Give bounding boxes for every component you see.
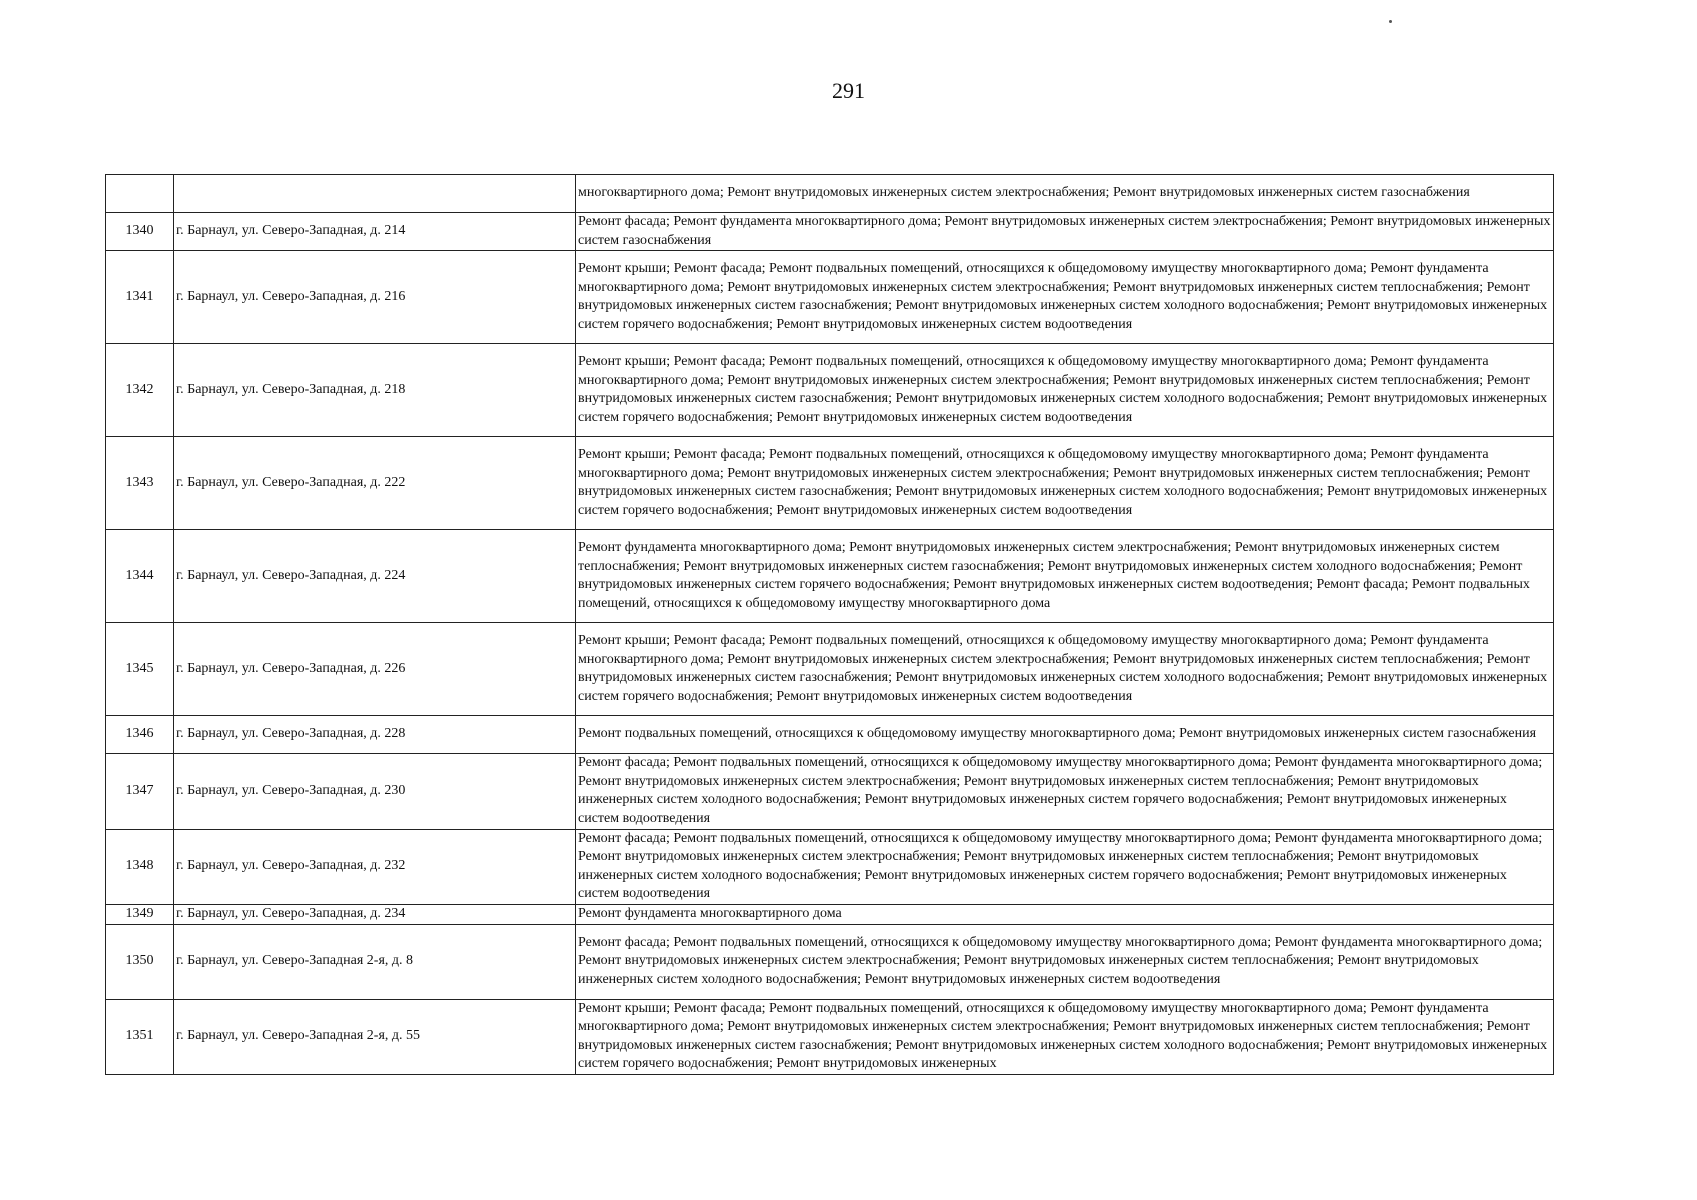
repair-works-table bbox=[105, 174, 1554, 1075]
row-address: г. Барнаул, ул. Северо-Западная 2-я, д. 8 bbox=[174, 924, 576, 999]
row-works: Ремонт фасада; Ремонт подвальных помещений, относящихся к общедомовому имуществу многоквартирного дома; Ремонт фундамента многоквартирного дома; Ремонт внутридомовых инженерных систем электроснабжения; Ремонт внутридомовых инженерных систем теплоснабжения; Ремонт внутридомовых инженерных систем холодного водоснабжения; Ремонт внутридомовых инженерных систем водоотведения bbox=[576, 924, 1554, 999]
table-row bbox=[106, 999, 1554, 1074]
table-row bbox=[106, 251, 1554, 344]
row-number: 1350 bbox=[106, 924, 174, 999]
table-row bbox=[106, 213, 1554, 251]
page-number: 291 bbox=[832, 78, 865, 103]
table-row bbox=[106, 437, 1554, 530]
row-address: г. Барнаул, ул. Северо-Западная, д. 234 bbox=[174, 904, 576, 924]
row-works: Ремонт подвальных помещений, относящихся к общедомовому имуществу многоквартирного дома; Ремонт внутридомовых инженерных систем газоснабжения bbox=[576, 716, 1554, 754]
table-row bbox=[106, 904, 1554, 924]
row-address: г. Барнаул, ул. Северо-Западная, д. 232 bbox=[174, 829, 576, 904]
row-address: г. Барнаул, ул. Северо-Западная, д. 224 bbox=[174, 530, 576, 623]
row-number: 1342 bbox=[106, 344, 174, 437]
row-number: 1345 bbox=[106, 623, 174, 716]
table-row bbox=[106, 344, 1554, 437]
scan-speck bbox=[1389, 20, 1392, 23]
row-address bbox=[174, 175, 576, 213]
row-number: 1346 bbox=[106, 716, 174, 754]
table-row bbox=[106, 175, 1554, 213]
row-address: г. Барнаул, ул. Северо-Западная, д. 230 bbox=[174, 754, 576, 829]
row-works: Ремонт фундамента многоквартирного дома bbox=[576, 904, 1554, 924]
row-works: Ремонт крыши; Ремонт фасада; Ремонт подвальных помещений, относящихся к общедомовому имуществу многоквартирного дома; Ремонт фундамента многоквартирного дома; Ремонт внутридомовых инженерных систем электроснабжения; Ремонт внутридомовых инженерных систем теплоснабжения; Ремонт внутридомовых инженерных систем газоснабжения; Ремонт внутридомовых инженерных систем холодного водоснабжения; Ремонт внутридомовых инженерных систем горячего водоснабжения; Ремонт внутридомовых инженерных систем водоотведения bbox=[576, 623, 1554, 716]
row-address: г. Барнаул, ул. Северо-Западная, д. 218 bbox=[174, 344, 576, 437]
table-row bbox=[106, 623, 1554, 716]
table-row bbox=[106, 924, 1554, 999]
row-address: г. Барнаул, ул. Северо-Западная, д. 222 bbox=[174, 437, 576, 530]
row-works: многоквартирного дома; Ремонт внутридомовых инженерных систем электроснабжения; Ремонт внутридомовых инженерных систем газоснабжения bbox=[576, 175, 1554, 213]
row-address: г. Барнаул, ул. Северо-Западная, д. 226 bbox=[174, 623, 576, 716]
row-works: Ремонт крыши; Ремонт фасада; Ремонт подвальных помещений, относящихся к общедомовому имуществу многоквартирного дома; Ремонт фундамента многоквартирного дома; Ремонт внутридомовых инженерных систем электроснабжения; Ремонт внутридомовых инженерных систем теплоснабжения; Ремонт внутридомовых инженерных систем газоснабжения; Ремонт внутридомовых инженерных систем холодного водоснабжения; Ремонт внутридомовых инженерных систем горячего водоснабжения; Ремонт внутридомовых инженерных bbox=[576, 999, 1554, 1074]
table-row bbox=[106, 754, 1554, 829]
row-address: г. Барнаул, ул. Северо-Западная, д. 216 bbox=[174, 251, 576, 344]
row-works: Ремонт фасада; Ремонт подвальных помещений, относящихся к общедомовому имуществу многоквартирного дома; Ремонт фундамента многоквартирного дома; Ремонт внутридомовых инженерных систем электроснабжения; Ремонт внутридомовых инженерных систем теплоснабжения; Ремонт внутридомовых инженерных систем холодного водоснабжения; Ремонт внутридомовых инженерных систем горячего водоснабжения; Ремонт внутридомовых инженерных систем водоотведения bbox=[576, 754, 1554, 829]
row-number: 1340 bbox=[106, 213, 174, 251]
row-number: 1344 bbox=[106, 530, 174, 623]
table-row bbox=[106, 716, 1554, 754]
row-works: Ремонт фасада; Ремонт подвальных помещений, относящихся к общедомовому имуществу многоквартирного дома; Ремонт фундамента многоквартирного дома; Ремонт внутридомовых инженерных систем электроснабжения; Ремонт внутридомовых инженерных систем теплоснабжения; Ремонт внутридомовых инженерных систем холодного водоснабжения; Ремонт внутридомовых инженерных систем горячего водоснабжения; Ремонт внутридомовых инженерных систем водоотведения bbox=[576, 829, 1554, 904]
table-row bbox=[106, 829, 1554, 904]
row-address: г. Барнаул, ул. Северо-Западная, д. 214 bbox=[174, 213, 576, 251]
row-works: Ремонт крыши; Ремонт фасада; Ремонт подвальных помещений, относящихся к общедомовому имуществу многоквартирного дома; Ремонт фундамента многоквартирного дома; Ремонт внутридомовых инженерных систем электроснабжения; Ремонт внутридомовых инженерных систем теплоснабжения; Ремонт внутридомовых инженерных систем газоснабжения; Ремонт внутридомовых инженерных систем холодного водоснабжения; Ремонт внутридомовых инженерных систем горячего водоснабжения; Ремонт внутридомовых инженерных систем водоотведения bbox=[576, 437, 1554, 530]
row-number bbox=[106, 175, 174, 213]
row-address: г. Барнаул, ул. Северо-Западная, д. 228 bbox=[174, 716, 576, 754]
row-works: Ремонт крыши; Ремонт фасада; Ремонт подвальных помещений, относящихся к общедомовому имуществу многоквартирного дома; Ремонт фундамента многоквартирного дома; Ремонт внутридомовых инженерных систем электроснабжения; Ремонт внутридомовых инженерных систем теплоснабжения; Ремонт внутридомовых инженерных систем газоснабжения; Ремонт внутридомовых инженерных систем холодного водоснабжения; Ремонт внутридомовых инженерных систем горячего водоснабжения; Ремонт внутридомовых инженерных систем водоотведения bbox=[576, 344, 1554, 437]
row-number: 1347 bbox=[106, 754, 174, 829]
row-address: г. Барнаул, ул. Северо-Западная 2-я, д. 55 bbox=[174, 999, 576, 1074]
row-works: Ремонт фасада; Ремонт фундамента многоквартирного дома; Ремонт внутридомовых инженерных систем электроснабжения; Ремонт внутридомовых инженерных систем газоснабжения bbox=[576, 213, 1554, 251]
row-works: Ремонт крыши; Ремонт фасада; Ремонт подвальных помещений, относящихся к общедомовому имуществу многоквартирного дома; Ремонт фундамента многоквартирного дома; Ремонт внутридомовых инженерных систем электроснабжения; Ремонт внутридомовых инженерных систем теплоснабжения; Ремонт внутридомовых инженерных систем газоснабжения; Ремонт внутридомовых инженерных систем холодного водоснабжения; Ремонт внутридомовых инженерных систем горячего водоснабжения; Ремонт внутридомовых инженерных систем водоотведения bbox=[576, 251, 1554, 344]
row-number: 1343 bbox=[106, 437, 174, 530]
row-works: Ремонт фундамента многоквартирного дома; Ремонт внутридомовых инженерных систем электроснабжения; Ремонт внутридомовых инженерных систем теплоснабжения; Ремонт внутридомовых инженерных систем газоснабжения; Ремонт внутридомовых инженерных систем холодного водоснабжения; Ремонт внутридомовых инженерных систем горячего водоснабжения; Ремонт внутридомовых инженерных систем водоотведения; Ремонт фасада; Ремонт подвальных помещений, относящихся к общедомовому имуществу многоквартирного дома bbox=[576, 530, 1554, 623]
row-number: 1351 bbox=[106, 999, 174, 1074]
row-number: 1341 bbox=[106, 251, 174, 344]
table-row bbox=[106, 530, 1554, 623]
row-number: 1349 bbox=[106, 904, 174, 924]
row-number: 1348 bbox=[106, 829, 174, 904]
